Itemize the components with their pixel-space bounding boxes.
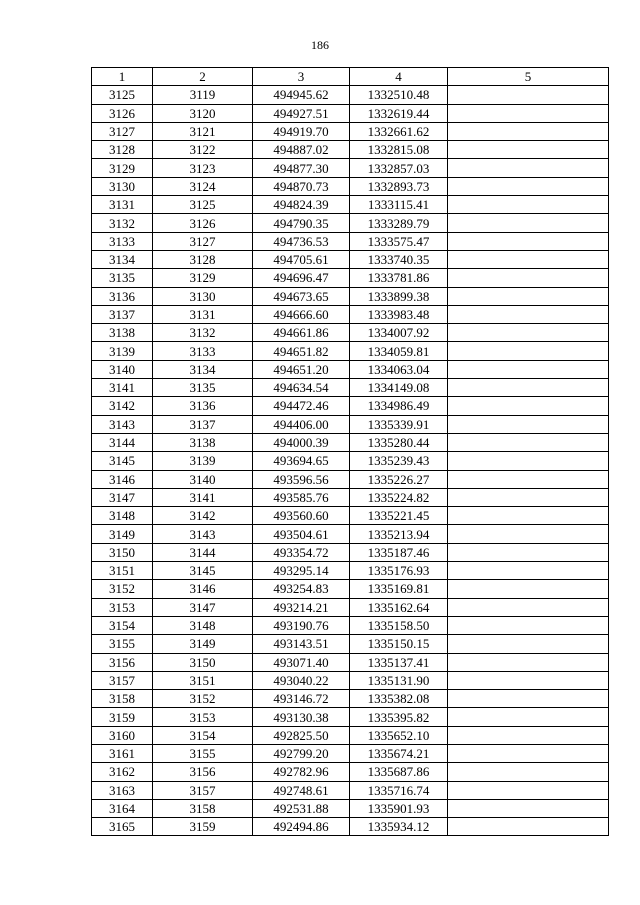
row-number-cell: 3143	[92, 415, 153, 433]
table-row	[92, 598, 609, 616]
table-row	[92, 507, 609, 525]
point-number-cell: 3127	[153, 232, 253, 250]
note-cell	[448, 507, 609, 525]
table-row	[92, 122, 609, 140]
x-coordinate-cell: 494000.39	[253, 433, 350, 451]
table-row	[92, 525, 609, 543]
table-row	[92, 159, 609, 177]
y-coordinate-cell: 1335339.91	[350, 415, 448, 433]
x-coordinate-cell: 493596.56	[253, 470, 350, 488]
point-number-cell: 3120	[153, 104, 253, 122]
table-header	[92, 68, 609, 86]
point-number-cell: 3130	[153, 287, 253, 305]
row-number-cell: 3148	[92, 507, 153, 525]
x-coordinate-cell: 494919.70	[253, 122, 350, 140]
row-number-cell: 3125	[92, 86, 153, 104]
point-number-cell: 3159	[153, 818, 253, 836]
x-coordinate-cell: 494666.60	[253, 305, 350, 323]
table-body	[92, 86, 609, 836]
page-number: 186	[311, 38, 329, 52]
x-coordinate-cell: 492782.96	[253, 763, 350, 781]
table-row	[92, 781, 609, 799]
y-coordinate-cell: 1335382.08	[350, 690, 448, 708]
table-row	[92, 708, 609, 726]
y-coordinate-cell: 1335221.45	[350, 507, 448, 525]
note-cell	[448, 159, 609, 177]
y-coordinate-cell: 1335239.43	[350, 452, 448, 470]
row-number-cell: 3127	[92, 122, 153, 140]
point-number-cell: 3156	[153, 763, 253, 781]
x-coordinate-cell: 492799.20	[253, 744, 350, 762]
row-number-cell: 3131	[92, 196, 153, 214]
note-cell	[448, 86, 609, 104]
row-number-cell: 3130	[92, 177, 153, 195]
note-cell	[448, 671, 609, 689]
y-coordinate-cell: 1333575.47	[350, 232, 448, 250]
y-coordinate-cell: 1335162.64	[350, 598, 448, 616]
x-coordinate-cell: 494472.46	[253, 397, 350, 415]
y-coordinate-cell: 1335176.93	[350, 562, 448, 580]
row-number-cell: 3133	[92, 232, 153, 250]
note-cell	[448, 269, 609, 287]
point-number-cell: 3139	[153, 452, 253, 470]
point-number-cell: 3140	[153, 470, 253, 488]
table-row	[92, 671, 609, 689]
note-cell	[448, 763, 609, 781]
x-coordinate-cell: 494651.20	[253, 360, 350, 378]
row-number-cell: 3159	[92, 708, 153, 726]
note-cell	[448, 250, 609, 268]
x-coordinate-cell: 494661.86	[253, 324, 350, 342]
y-coordinate-cell: 1335716.74	[350, 781, 448, 799]
x-coordinate-cell: 493040.22	[253, 671, 350, 689]
point-number-cell: 3136	[153, 397, 253, 415]
x-coordinate-cell: 494696.47	[253, 269, 350, 287]
row-number-cell: 3156	[92, 653, 153, 671]
row-number-cell: 3154	[92, 616, 153, 634]
y-coordinate-cell: 1335158.50	[350, 616, 448, 634]
x-coordinate-cell: 494705.61	[253, 250, 350, 268]
y-coordinate-cell: 1335901.93	[350, 799, 448, 817]
y-coordinate-cell: 1335224.82	[350, 488, 448, 506]
table-row	[92, 635, 609, 653]
x-coordinate-cell: 493354.72	[253, 543, 350, 561]
row-number-cell: 3152	[92, 580, 153, 598]
note-cell	[448, 104, 609, 122]
x-coordinate-cell: 493254.83	[253, 580, 350, 598]
point-number-cell: 3158	[153, 799, 253, 817]
row-number-cell: 3132	[92, 214, 153, 232]
table-row	[92, 196, 609, 214]
note-cell	[448, 543, 609, 561]
y-coordinate-cell: 1334059.81	[350, 342, 448, 360]
x-coordinate-cell: 493694.65	[253, 452, 350, 470]
row-number-cell: 3155	[92, 635, 153, 653]
row-number-cell: 3144	[92, 433, 153, 451]
y-coordinate-cell: 1334986.49	[350, 397, 448, 415]
x-coordinate-cell: 493071.40	[253, 653, 350, 671]
table-row	[92, 360, 609, 378]
table-row	[92, 580, 609, 598]
note-cell	[448, 525, 609, 543]
note-cell	[448, 287, 609, 305]
table-row	[92, 269, 609, 287]
note-cell	[448, 562, 609, 580]
point-number-cell: 3147	[153, 598, 253, 616]
table-row	[92, 214, 609, 232]
y-coordinate-cell: 1332661.62	[350, 122, 448, 140]
point-number-cell: 3129	[153, 269, 253, 287]
y-coordinate-cell: 1335137.41	[350, 653, 448, 671]
note-cell	[448, 799, 609, 817]
column-header: 3	[253, 68, 350, 86]
y-coordinate-cell: 1335226.27	[350, 470, 448, 488]
note-cell	[448, 635, 609, 653]
point-number-cell: 3155	[153, 744, 253, 762]
x-coordinate-cell: 494887.02	[253, 141, 350, 159]
y-coordinate-cell: 1332619.44	[350, 104, 448, 122]
row-number-cell: 3137	[92, 305, 153, 323]
table-row	[92, 488, 609, 506]
x-coordinate-cell: 493504.61	[253, 525, 350, 543]
table-row	[92, 397, 609, 415]
point-number-cell: 3126	[153, 214, 253, 232]
row-number-cell: 3160	[92, 726, 153, 744]
table-row	[92, 104, 609, 122]
note-cell	[448, 415, 609, 433]
y-coordinate-cell: 1334063.04	[350, 360, 448, 378]
header-row	[92, 68, 609, 86]
note-cell	[448, 232, 609, 250]
y-coordinate-cell: 1333740.35	[350, 250, 448, 268]
y-coordinate-cell: 1332893.73	[350, 177, 448, 195]
y-coordinate-cell: 1335652.10	[350, 726, 448, 744]
table-row	[92, 726, 609, 744]
note-cell	[448, 452, 609, 470]
column-header: 5	[448, 68, 609, 86]
table-row	[92, 415, 609, 433]
y-coordinate-cell: 1334149.08	[350, 379, 448, 397]
x-coordinate-cell: 493585.76	[253, 488, 350, 506]
x-coordinate-cell: 494673.65	[253, 287, 350, 305]
row-number-cell: 3134	[92, 250, 153, 268]
note-cell	[448, 324, 609, 342]
table-row	[92, 799, 609, 817]
row-number-cell: 3147	[92, 488, 153, 506]
row-number-cell: 3139	[92, 342, 153, 360]
table-row	[92, 616, 609, 634]
note-cell	[448, 305, 609, 323]
x-coordinate-cell: 493130.38	[253, 708, 350, 726]
x-coordinate-cell: 494736.53	[253, 232, 350, 250]
note-cell	[448, 379, 609, 397]
column-header: 2	[153, 68, 253, 86]
row-number-cell: 3129	[92, 159, 153, 177]
y-coordinate-cell: 1335187.46	[350, 543, 448, 561]
note-cell	[448, 781, 609, 799]
y-coordinate-cell: 1332857.03	[350, 159, 448, 177]
table-row	[92, 305, 609, 323]
point-number-cell: 3151	[153, 671, 253, 689]
point-number-cell: 3141	[153, 488, 253, 506]
row-number-cell: 3149	[92, 525, 153, 543]
table-row	[92, 433, 609, 451]
table-row	[92, 452, 609, 470]
y-coordinate-cell: 1335213.94	[350, 525, 448, 543]
point-number-cell: 3125	[153, 196, 253, 214]
x-coordinate-cell: 493146.72	[253, 690, 350, 708]
point-number-cell: 3145	[153, 562, 253, 580]
x-coordinate-cell: 493190.76	[253, 616, 350, 634]
row-number-cell: 3162	[92, 763, 153, 781]
row-number-cell: 3150	[92, 543, 153, 561]
table-row	[92, 470, 609, 488]
x-coordinate-cell: 494927.51	[253, 104, 350, 122]
note-cell	[448, 177, 609, 195]
table-row	[92, 744, 609, 762]
row-number-cell: 3146	[92, 470, 153, 488]
note-cell	[448, 122, 609, 140]
x-coordinate-cell: 494945.62	[253, 86, 350, 104]
row-number-cell: 3161	[92, 744, 153, 762]
y-coordinate-cell: 1333115.41	[350, 196, 448, 214]
y-coordinate-cell: 1335687.86	[350, 763, 448, 781]
table-row	[92, 653, 609, 671]
note-cell	[448, 470, 609, 488]
point-number-cell: 3154	[153, 726, 253, 744]
row-number-cell: 3164	[92, 799, 153, 817]
x-coordinate-cell: 493560.60	[253, 507, 350, 525]
x-coordinate-cell: 492494.86	[253, 818, 350, 836]
point-number-cell: 3152	[153, 690, 253, 708]
y-coordinate-cell: 1335131.90	[350, 671, 448, 689]
point-number-cell: 3132	[153, 324, 253, 342]
table-row	[92, 763, 609, 781]
x-coordinate-cell: 494877.30	[253, 159, 350, 177]
row-number-cell: 3153	[92, 598, 153, 616]
y-coordinate-cell: 1335280.44	[350, 433, 448, 451]
x-coordinate-cell: 492748.61	[253, 781, 350, 799]
y-coordinate-cell: 1332510.48	[350, 86, 448, 104]
note-cell	[448, 488, 609, 506]
x-coordinate-cell: 493295.14	[253, 562, 350, 580]
point-number-cell: 3131	[153, 305, 253, 323]
note-cell	[448, 214, 609, 232]
note-cell	[448, 690, 609, 708]
note-cell	[448, 196, 609, 214]
y-coordinate-cell: 1332815.08	[350, 141, 448, 159]
point-number-cell: 3138	[153, 433, 253, 451]
row-number-cell: 3135	[92, 269, 153, 287]
row-number-cell: 3138	[92, 324, 153, 342]
table-row	[92, 379, 609, 397]
point-number-cell: 3123	[153, 159, 253, 177]
x-coordinate-cell: 494634.54	[253, 379, 350, 397]
note-cell	[448, 616, 609, 634]
note-cell	[448, 141, 609, 159]
note-cell	[448, 744, 609, 762]
point-number-cell: 3122	[153, 141, 253, 159]
point-number-cell: 3124	[153, 177, 253, 195]
x-coordinate-cell: 494824.39	[253, 196, 350, 214]
row-number-cell: 3151	[92, 562, 153, 580]
x-coordinate-cell: 494870.73	[253, 177, 350, 195]
table-row	[92, 690, 609, 708]
point-number-cell: 3150	[153, 653, 253, 671]
row-number-cell: 3140	[92, 360, 153, 378]
table-row	[92, 287, 609, 305]
x-coordinate-cell: 494406.00	[253, 415, 350, 433]
row-number-cell: 3157	[92, 671, 153, 689]
x-coordinate-cell: 493214.21	[253, 598, 350, 616]
row-number-cell: 3163	[92, 781, 153, 799]
x-coordinate-cell: 492825.50	[253, 726, 350, 744]
note-cell	[448, 342, 609, 360]
row-number-cell: 3128	[92, 141, 153, 159]
y-coordinate-cell: 1335934.12	[350, 818, 448, 836]
table-row	[92, 250, 609, 268]
point-number-cell: 3128	[153, 250, 253, 268]
row-number-cell: 3158	[92, 690, 153, 708]
point-number-cell: 3143	[153, 525, 253, 543]
column-header: 1	[92, 68, 153, 86]
y-coordinate-cell: 1333781.86	[350, 269, 448, 287]
note-cell	[448, 397, 609, 415]
y-coordinate-cell: 1334007.92	[350, 324, 448, 342]
note-cell	[448, 726, 609, 744]
point-number-cell: 3119	[153, 86, 253, 104]
row-number-cell: 3145	[92, 452, 153, 470]
point-number-cell: 3135	[153, 379, 253, 397]
table-row	[92, 562, 609, 580]
row-number-cell: 3136	[92, 287, 153, 305]
point-number-cell: 3146	[153, 580, 253, 598]
note-cell	[448, 433, 609, 451]
note-cell	[448, 360, 609, 378]
x-coordinate-cell: 492531.88	[253, 799, 350, 817]
y-coordinate-cell: 1335395.82	[350, 708, 448, 726]
point-number-cell: 3121	[153, 122, 253, 140]
x-coordinate-cell: 494651.82	[253, 342, 350, 360]
y-coordinate-cell: 1335674.21	[350, 744, 448, 762]
y-coordinate-cell: 1335150.15	[350, 635, 448, 653]
y-coordinate-cell: 1335169.81	[350, 580, 448, 598]
y-coordinate-cell: 1333983.48	[350, 305, 448, 323]
note-cell	[448, 708, 609, 726]
point-number-cell: 3137	[153, 415, 253, 433]
note-cell	[448, 598, 609, 616]
point-number-cell: 3142	[153, 507, 253, 525]
table-row	[92, 342, 609, 360]
note-cell	[448, 818, 609, 836]
row-number-cell: 3141	[92, 379, 153, 397]
row-number-cell: 3142	[92, 397, 153, 415]
column-header: 4	[350, 68, 448, 86]
table-row	[92, 86, 609, 104]
point-number-cell: 3153	[153, 708, 253, 726]
coordinates-table	[91, 67, 609, 836]
y-coordinate-cell: 1333289.79	[350, 214, 448, 232]
y-coordinate-cell: 1333899.38	[350, 287, 448, 305]
table-row	[92, 141, 609, 159]
point-number-cell: 3157	[153, 781, 253, 799]
point-number-cell: 3134	[153, 360, 253, 378]
table-row	[92, 177, 609, 195]
table-row	[92, 818, 609, 836]
table-row	[92, 232, 609, 250]
row-number-cell: 3165	[92, 818, 153, 836]
point-number-cell: 3133	[153, 342, 253, 360]
table-row	[92, 324, 609, 342]
row-number-cell: 3126	[92, 104, 153, 122]
point-number-cell: 3149	[153, 635, 253, 653]
x-coordinate-cell: 493143.51	[253, 635, 350, 653]
point-number-cell: 3148	[153, 616, 253, 634]
point-number-cell: 3144	[153, 543, 253, 561]
note-cell	[448, 653, 609, 671]
x-coordinate-cell: 494790.35	[253, 214, 350, 232]
note-cell	[448, 580, 609, 598]
table-row	[92, 543, 609, 561]
